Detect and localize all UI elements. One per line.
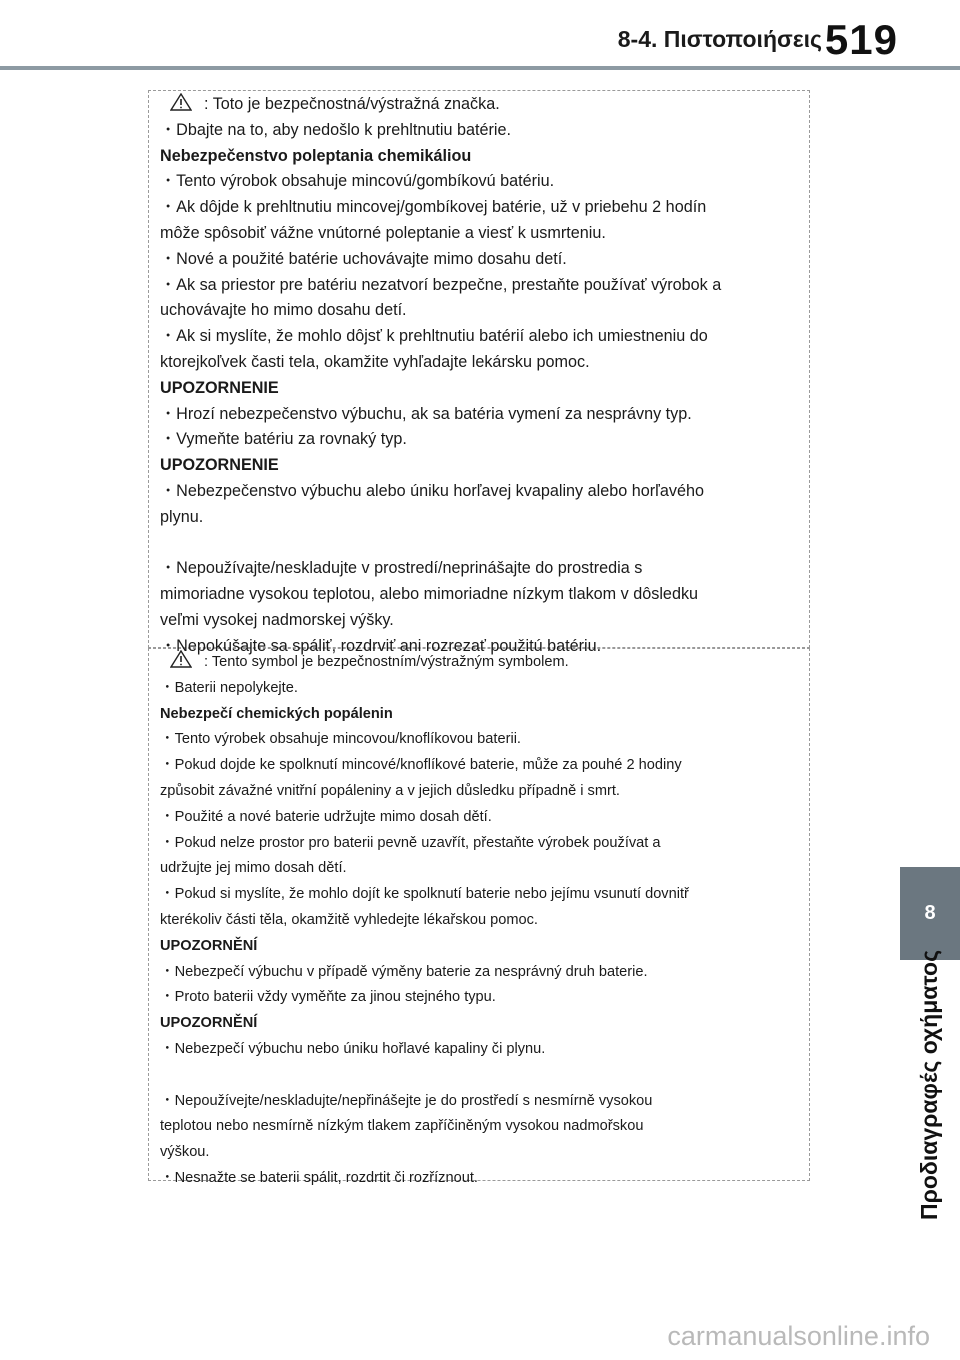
notice-line: ・Pokud si myslíte, že mohlo dojít ke spolknutí baterie nebo jejímu vsunutí dovnitř <box>160 886 689 903</box>
notice-line: ・Proto baterii vždy vyměňte za jinou stejného typu. <box>160 989 496 1006</box>
notice-line: ・Tento výrobek obsahuje mincovou/knoflíkovou baterii. <box>160 731 521 748</box>
notice-line <box>160 92 810 118</box>
warning-triangle-icon <box>170 93 192 111</box>
notice-line: plynu. <box>160 507 204 526</box>
header-divider <box>0 66 960 70</box>
notice-line: ・Nepoužívajte/neskladujte v prostredí/neprinášajte do prostredia s <box>160 559 643 578</box>
notice-line: ・Baterii nepolykejte. <box>160 679 298 696</box>
notice-line-text: : Toto je bezpečnostná/výstražná značka. <box>204 95 500 113</box>
chapter-tab <box>900 867 960 960</box>
notice-line: ・Hrozí nebezpečenstvo výbuchu, ak sa batéria vymení za nesprávny typ. <box>160 404 692 423</box>
notice-line: ・Ak dôjde k prehltnutiu mincovej/gombíkovej batérie, už v priebehu 2 hodín <box>160 198 707 217</box>
notice-line: ・Pokud dojde ke spolknutí mincové/knoflíkové baterie, může za pouhé 2 hodiny <box>160 757 682 774</box>
page-number: 519 <box>824 16 898 63</box>
notice-line: ・Ak si myslíte, že mohlo dôjsť k prehltnutiu batérií alebo ich umiestneniu do <box>160 327 708 346</box>
notice-line: ・Nové a použité batérie uchovávajte mimo dosahu detí. <box>160 249 567 268</box>
notice-line: ktorejkoľvek časti tela, okamžite vyhľadajte lekársku pomoc. <box>160 352 590 371</box>
notice-line: ・Nesnažte se baterii spálit, rozdrtit či rozříznout. <box>160 1169 478 1186</box>
notice-line: ・Pokud nelze prostor pro baterii pevně uzavřít, přestaňte výrobek používat a <box>160 834 661 851</box>
chapter-side-label: Προδιαγραφές οχήματος <box>916 949 942 1220</box>
notice-line: ・Nepoužívejte/neskladujte/nepřinášejte je do prostředí s nesmírně vysokou <box>160 1092 653 1109</box>
notice-line: udržujte jej mimo dosah dětí. <box>160 860 347 877</box>
notice-line: kterékoliv části těla, okamžitě vyhledejte lékařskou pomoc. <box>160 911 538 928</box>
czech-battery-notice <box>160 650 810 1192</box>
chapter-number: 8 <box>924 902 936 924</box>
notice-line: ・Dbajte na to, aby nedošlo k prehltnutiu batérie. <box>160 120 511 139</box>
notice-line: teplotou nebo nesmírně nízkým tlakem zapříčiněným vysokou nadmořskou <box>160 1118 644 1135</box>
notice-line: způsobit závažné vnitřní popáleniny a v jejich důsledku případně i smrt. <box>160 782 620 799</box>
notice-line: ・Ak sa priestor pre batériu nezatvorí bezpečne, prestaňte používať výrobok a <box>160 275 722 294</box>
notice-line: veľmi vysokej nadmorskej výšky. <box>160 610 394 629</box>
slovak-battery-notice <box>160 92 810 660</box>
notice-line: ・Nebezpečí výbuchu nebo úniku hořlavé kapaliny či plynu. <box>160 1040 546 1057</box>
notice-line: ・Nepokúšajte sa spáliť, rozdrviť ani rozrezať použitú batériu. <box>160 636 602 655</box>
notice-line: ・Použité a nové baterie udržujte mimo dosah dětí. <box>160 808 492 825</box>
notice-line: uchovávajte ho mimo dosahu detí. <box>160 301 407 320</box>
notice-line <box>160 650 810 676</box>
notice-blank-line <box>160 531 810 557</box>
warning-triangle-icon <box>170 650 192 668</box>
notice-heading: Nebezpečenstvo poleptania chemikáliou <box>160 146 472 165</box>
notice-line: ・Tento výrobok obsahuje mincovú/gombíkovú batériu. <box>160 172 555 191</box>
notice-line: môže spôsobiť vážne vnútorné poleptanie a viesť k usmrteniu. <box>160 223 606 242</box>
notice-heading: UPOZORNENIE <box>160 456 279 475</box>
notice-line: ・Nebezpečí výbuchu v případě výměny baterie za nesprávný druh baterie. <box>160 963 648 980</box>
notice-heading: UPOZORNENIE <box>160 378 279 397</box>
watermark: carmanualsonline.info <box>667 1321 930 1351</box>
notice-line: ・Nebezpečenstvo výbuchu alebo úniku horľavej kvapaliny alebo horľavého <box>160 481 704 500</box>
notice-blank-line <box>160 1063 810 1089</box>
notice-line: mimoriadne vysokou teplotou, alebo mimoriadne nízkym tlakom v dôsledku <box>160 585 699 604</box>
notice-heading: UPOZORNĚNÍ <box>160 937 258 954</box>
notice-line-text: : Tento symbol je bezpečnostním/výstražným symbolem. <box>204 654 569 670</box>
notice-line: výškou. <box>160 1144 210 1161</box>
section-title: 8-4. Πιστοποιήσεις <box>617 26 822 52</box>
notice-line: ・Vymeňte batériu za rovnaký typ. <box>160 430 407 449</box>
notice-heading: Nebezpečí chemických popálenin <box>160 705 393 722</box>
notice-heading: UPOZORNĚNÍ <box>160 1015 258 1032</box>
